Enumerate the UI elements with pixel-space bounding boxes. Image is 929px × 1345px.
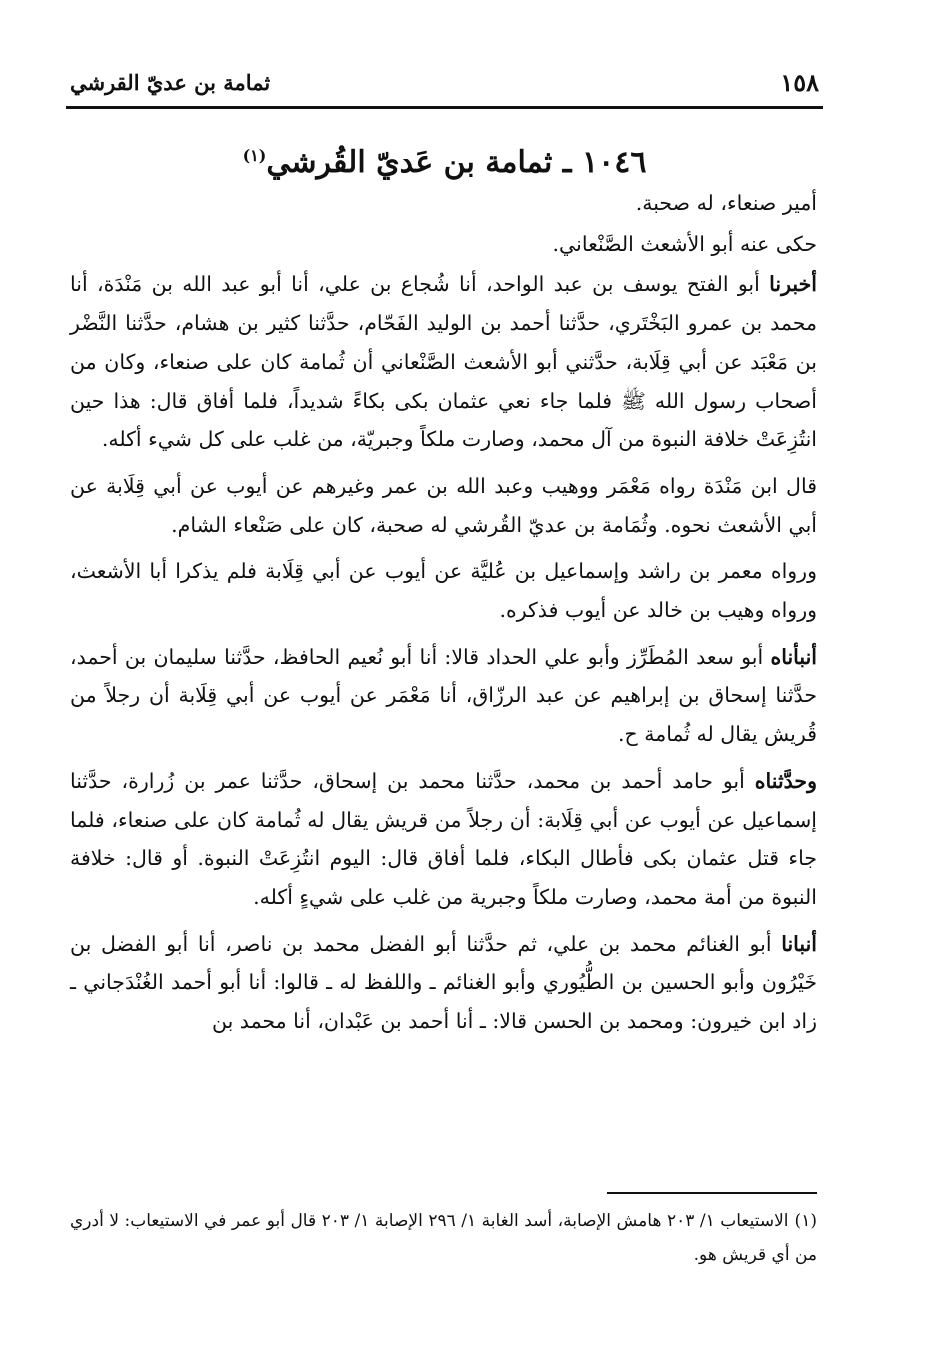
paragraph-lead-word: وحدَّثناه	[754, 768, 817, 793]
paragraph	[70, 467, 817, 544]
paragraph	[70, 925, 817, 1041]
page-number: ١٥٨	[780, 67, 819, 97]
paragraph-text: أبو الفتح يوسف بن عبد الواحد، أنا شُجاع بن علي، أنا أبو عبد الله بن مَنْدَة، أنا محمد بن عمرو البَخْتَري، حدَّثنا أحمد بن الوليد الفَحّام، حدَّثنا كثير بن هشام، حدَّثنا النَّضْر بن مَعْبَد عن أبي قِلَابة، حدَّثني أبو الأشعث الصَّنْعاني أن ثُمامة كان على صنعاء، وكان من أصحاب رسول الله ﷺ فلما جاء نعي عثمان بكى بكاءً شديداً، فلما أفاق قال: هذا حين انتُزِعَتْ خلافة النبوة من آل محمد، وصارت ملكاً وجبريّة، من غلب على كل شيء أكله.	[70, 272, 817, 452]
paragraph	[70, 225, 817, 264]
paragraph	[70, 552, 817, 629]
paragraph	[70, 265, 817, 459]
running-title: ثمامة بن عديّ القرشي	[70, 69, 271, 95]
paragraph	[70, 184, 817, 223]
footnote-reference: (١)	[242, 146, 267, 165]
paragraph-text: ورواه معمر بن راشد وإسماعيل بن عُليَّة عن أيوب عن أبي قِلَابة فلم يذكرا أبا الأشعث، ورواه وهيب بن خالد عن أيوب فذكره.	[70, 559, 817, 623]
paragraph-text: أمير صنعاء، له صحبة.	[635, 191, 817, 215]
paragraph-lead-word: أخبرنا	[769, 272, 817, 297]
paragraph-lead-word: أنبأناه	[770, 644, 817, 669]
paragraph	[70, 762, 817, 917]
footnote	[70, 1204, 817, 1272]
page-header	[70, 62, 819, 102]
paragraph	[70, 638, 817, 754]
paragraph-text: قال ابن مَنْدَة رواه مَعْمَر ووهيب وعبد الله بن عمر وغيرهم عن أيوب عن أبي قِلَابة عن أبي الأشعث نحوه. وثُمَامة بن عديّ القُرشي له صحبة، كان على صَنْعاء الشام.	[70, 473, 817, 537]
header-rule	[66, 106, 823, 109]
footnote-rule	[607, 1192, 817, 1194]
paragraph-text: حكى عنه أبو الأشعث الصَّنْعاني.	[552, 231, 817, 256]
footnote-number: (١)	[794, 1211, 817, 1231]
paragraph-text: أبو الغنائم محمد بن علي، ثم حدَّثنا أبو الفضل محمد بن ناصر، أنا أبو الفضل بن خَيْرُون وأبو الحسين بن الطُّيُوري وأبو الغنائم ـ واللفظ له ـ قالوا: أنا أبو أحمد الغُنْدَجاني ـ زاد ابن خيرون: ومحمد بن الحسن قالا: ـ أنا أحمد بن عَبْدان، أنا محمد بن	[70, 931, 817, 1034]
body-text	[70, 184, 817, 1049]
paragraph-lead-word: أنبانا	[781, 931, 817, 956]
entry-title	[70, 128, 819, 191]
footnote-text: الاستيعاب ١/ ٢٠٣ هامش الإصابة، أسد الغابة ١/ ٢٩٦ الإصابة ١/ ٢٠٣ قال أبو عمر في الاستيعاب: لا أدري من أي قريش هو.	[70, 1211, 817, 1265]
paragraph-text: أبو سعد المُطَرِّز وأبو علي الحداد قالا: أنا أبو نُعيم الحافظ، حدَّثنا سليمان بن أحمد، حدَّثنا إسحاق بن إبراهيم عن عبد الرزّاق، أنا مَعْمَر عن أيوب عن أبي قِلَابة أن رجلاً من قُريش يقال له ثُمامة ح.	[70, 644, 817, 747]
entry-title-text: ١٠٤٦ ـ ثمامة بن عَديّ القُرشي	[266, 145, 647, 180]
paragraph-text: أبو حامد أحمد بن محمد، حدَّثنا محمد بن إسحاق، حدَّثنا عمر بن زُرارة، حدَّثنا إسماعيل عن أيوب عن أبي قِلَابة: أن رجلاً من قريش يقال له ثُمامة كان على صنعاء، فلما جاء قتل عثمان بكى فأطال البكاء، فلما أفاق قال: اليوم انتُزِعَتْ النبوة. أو قال: خلافة النبوة من أمة محمد، وصارت ملكاً وجبرية من غلب على شيءٍ أكله.	[70, 768, 817, 909]
